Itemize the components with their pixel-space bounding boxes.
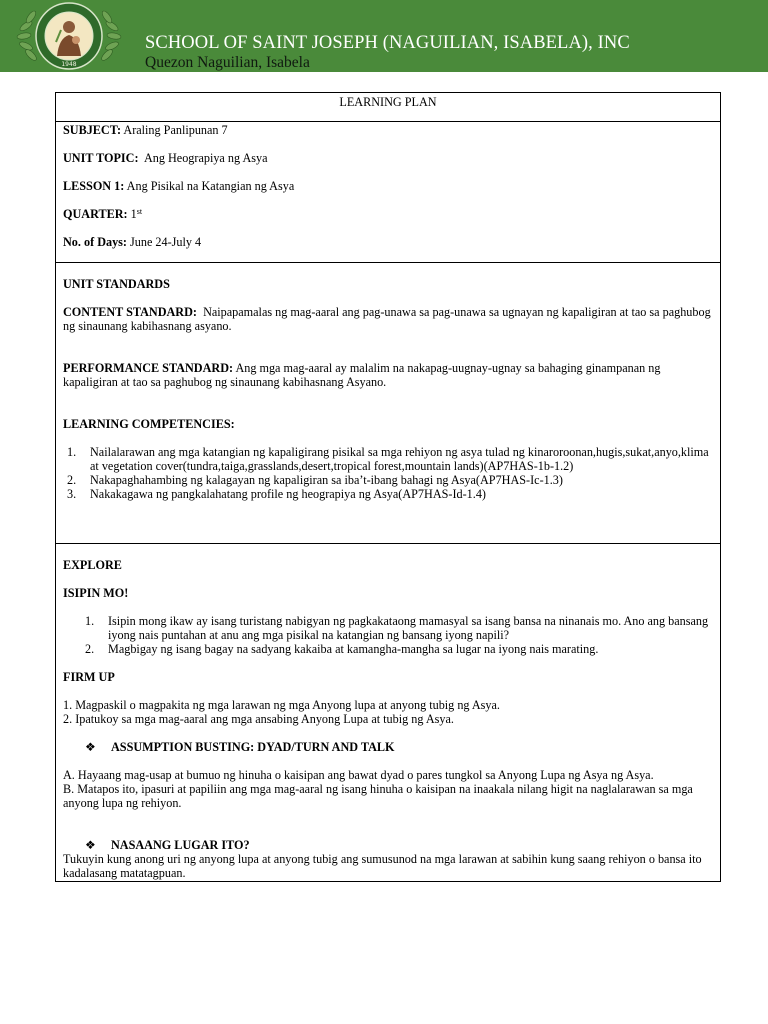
firm-up-line: 2. Ipatukoy sa mga mag-aaral ang mga ansabing Anyong Lupa at tubig ng Asya. <box>63 712 454 726</box>
plan-info-section <box>56 121 720 262</box>
performance-standard: PERFORMANCE STANDARD: Ang mga mag-aaral ay malalim na nakapag-uugnay-ugnay sa bahaging ginampanan ng kapaligiran at tao sa paghubog ng sinaunang kabihasnang Asyano. <box>63 361 661 389</box>
competency-item: 2. Nakapaghahambing ng kalagayan ng kapaligiran sa iba’t-ibang bahagi ng Asya(AP7HAS-Ic-1.3) <box>67 473 563 487</box>
plan-title: LEARNING PLAN <box>339 95 437 109</box>
isipin-list <box>63 614 713 656</box>
plan-title-row <box>56 93 720 121</box>
days-line: No. of Days: June 24-July 4 <box>63 235 202 249</box>
seal-year: 1948 <box>61 61 77 68</box>
assumption-line: B. Matapos ito, ipasuri at papiliin ang mga mag-aaral ng isang hinuha o kaisipan na inaakala nilang higit na naglalarawan sa mga anyong lupa ng rehiyon. <box>63 782 693 810</box>
learning-plan-table <box>55 92 721 882</box>
lesson-line: LESSON 1: Ang Pisikal na Katangian ng Asya <box>63 179 295 193</box>
nasaang-heading: NASAANG LUGAR ITO? <box>111 838 250 852</box>
unit-topic-line: UNIT TOPIC: Ang Heograpiya ng Asya <box>63 151 268 165</box>
competencies-list <box>63 445 713 501</box>
isipin-item: 1. Isipin mong ikaw ay isang turistang nabigyan ng pagkakataong mamasyal sa isang bansa na ninanais mo. Ano ang bansang iyong nais puntahan at anu ang mga pisikal na katangian ng bansang iyong napili? <box>85 614 709 642</box>
diamond-bullet-icon: ❖ <box>85 838 96 852</box>
firm-up-heading: FIRM UP <box>63 670 115 684</box>
unit-standards-section <box>56 262 720 543</box>
school-header-banner <box>0 0 768 72</box>
content-standard: CONTENT STANDARD: Naipapamalas ng mag-aaral ang pag-unawa sa pag-unawa sa ugnayan ng kapaligiran at tao sa paghubog ng sinaunang kabihasnang asyano. <box>63 305 711 333</box>
nasaang-heading-line <box>63 838 713 852</box>
quarter-line: QUARTER: 1st <box>63 207 143 221</box>
assumption-heading-line <box>63 740 713 754</box>
unit-standards-heading: UNIT STANDARDS <box>63 277 170 291</box>
assumption-heading: ASSUMPTION BUSTING: DYAD/TURN AND TALK <box>111 740 395 754</box>
isipin-heading: ISIPIN MO! <box>63 586 129 600</box>
competency-item: 3. Nakakagawa ng pangkalahatang profile ng heograpiya ng Asya(AP7HAS-Id-1.4) <box>67 487 486 501</box>
school-seal-logo <box>16 2 122 70</box>
competency-item: 1. Nailalarawan ang mga katangian ng kapaligirang pisikal sa mga rehiyon ng asya tulad ng kinaroroonan,hugis,sukat,anyo,klima at vegetation cover(tundra,taiga,grasslands,desert,tropical forest,mountain lands)(AP7HAS-1b-1.2) <box>67 445 709 473</box>
school-name: SCHOOL OF SAINT JOSEPH (NAGUILIAN, ISABELA), INC <box>145 33 630 53</box>
diamond-bullet-icon: ❖ <box>85 740 96 754</box>
competencies-heading: LEARNING COMPETENCIES: <box>63 417 235 431</box>
isipin-item: 2. Magbigay ng isang bagay na sadyang kakaiba at kamangha-mangha sa lugar na iyong nais marating. <box>85 642 599 656</box>
nasaang-text: Tukuyin kung anong uri ng anyong lupa at anyong tubig ang sumusunod na mga larawan at sabihin kung saang rehiyon o bansa ito kadalasang matatagpuan. <box>63 852 702 880</box>
firm-up-line: 1. Magpaskil o magpakita ng mga larawan ng mga Anyong lupa at anyong tubig ng Asya. <box>63 698 500 712</box>
assumption-line: A. Hayaang mag-usap at bumuo ng hinuha o kaisipan ang bawat dyad o pares tungkol sa Anyong Lupa ng Asya ng Asya. <box>63 768 654 782</box>
explore-heading: EXPLORE <box>63 558 122 572</box>
subject-line: SUBJECT: Araling Panlipunan 7 <box>63 123 228 137</box>
explore-section <box>56 543 720 881</box>
school-address: Quezon Naguilian, Isabela <box>145 54 310 71</box>
